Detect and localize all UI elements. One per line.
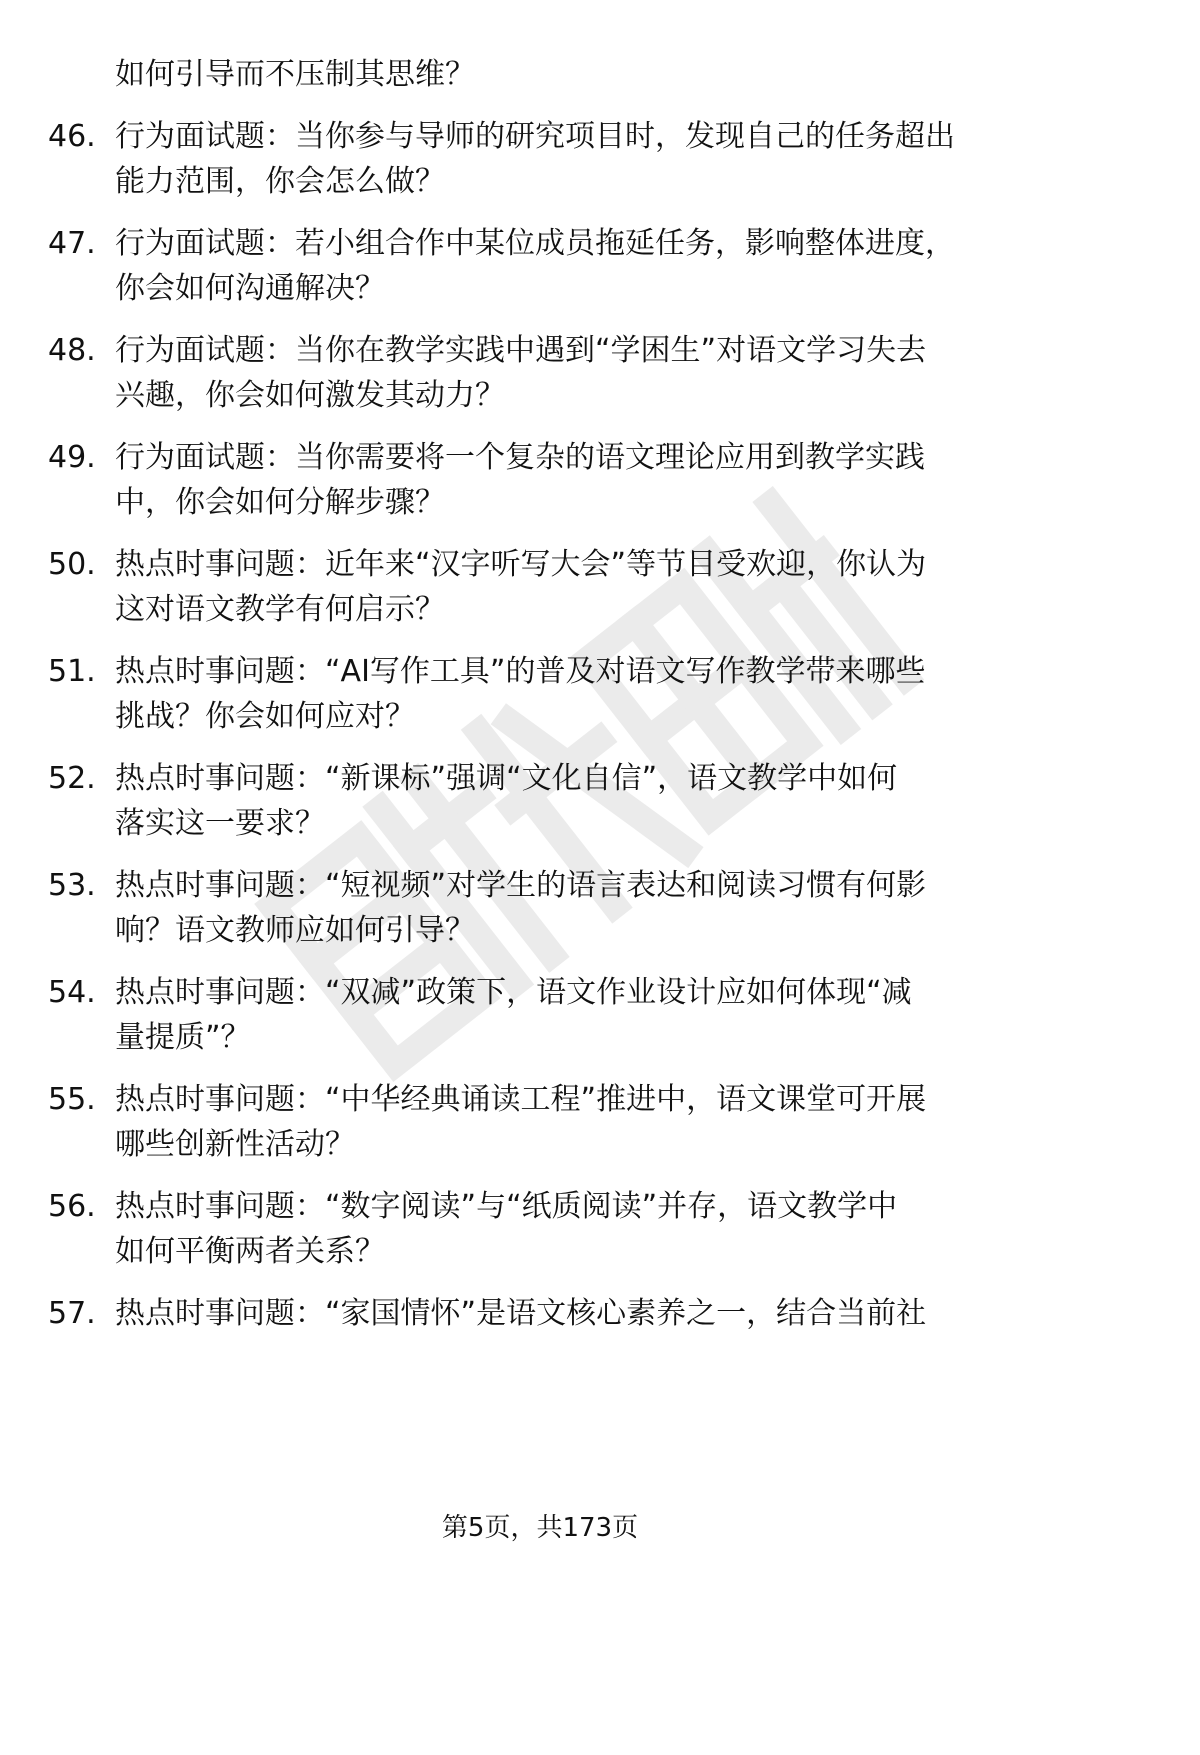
item-text	[115, 542, 1038, 632]
item-text-line: 兴趣，你会如何激发其动力？	[115, 378, 505, 413]
list-item-49	[48, 435, 1038, 525]
item-text	[115, 1184, 1038, 1274]
list-item-56	[48, 1184, 1038, 1274]
item-text	[115, 221, 1038, 311]
item-number: 50.	[48, 547, 96, 582]
item-number: 49.	[48, 440, 96, 475]
continuation-line: 如何引导而不压制其思维？	[115, 57, 475, 92]
list-item-47	[48, 221, 1038, 311]
item-text-line: 行为面试题：当你参与导师的研究项目时，发现自己的任务超出	[115, 119, 955, 154]
item-text-line: 热点时事问题：“AI写作工具”的普及对语文写作教学带来哪些	[115, 654, 926, 689]
list-item-52	[48, 756, 1038, 846]
list-item-48	[48, 328, 1038, 418]
item-number: 47.	[48, 226, 96, 261]
item-text-line: 热点时事问题：“数字阅读”与“纸质阅读”并存，语文教学中	[115, 1189, 898, 1224]
list-item-46	[48, 114, 1038, 204]
item-text-line: 热点时事问题：“新课标”强调“文化自信”，语文教学中如何	[115, 761, 898, 796]
item-text-line: 行为面试题：若小组合作中某位成员拖延任务，影响整体进度，	[115, 226, 955, 261]
item-text	[115, 649, 1038, 739]
item-text	[115, 328, 1038, 418]
item-text	[115, 435, 1038, 525]
item-text-line: 落实这一要求？	[115, 806, 325, 841]
page-number-footer: 第5页，共173页	[441, 1513, 639, 1543]
item-text-line: 这对语文教学有何启示？	[115, 592, 445, 627]
item-text-line: 热点时事问题：“中华经典诵读工程”推进中，语文课堂可开展	[115, 1082, 927, 1117]
item-text-line: 量提质”？	[115, 1020, 251, 1055]
item-text-line: 热点时事问题：“双减”政策下，语文作业设计应如何体现“减	[115, 975, 912, 1010]
item-number: 54.	[48, 975, 96, 1010]
list-item-51	[48, 649, 1038, 739]
item-number: 52.	[48, 761, 96, 796]
list-item-54	[48, 970, 1038, 1060]
item-text	[115, 1291, 1038, 1336]
item-text-line: 行为面试题：当你在教学实践中遇到“学困生”对语文学习失去	[115, 333, 927, 368]
item-text-line: 能力范围，你会怎么做？	[115, 164, 445, 199]
list-item-55	[48, 1077, 1038, 1167]
item-number: 51.	[48, 654, 96, 689]
item-number: 57.	[48, 1296, 96, 1331]
list-item-57	[48, 1291, 1038, 1336]
item-text	[115, 863, 1038, 953]
item-number: 53.	[48, 868, 96, 903]
item-text	[115, 970, 1038, 1060]
item-number: 55.	[48, 1082, 96, 1117]
item-text	[115, 756, 1038, 846]
item-text-line: 挑战？你会如何应对？	[115, 699, 415, 734]
item-number: 46.	[48, 119, 96, 154]
item-number: 48.	[48, 333, 96, 368]
item-text	[115, 1077, 1038, 1167]
list-item-53	[48, 863, 1038, 953]
question-list	[48, 52, 1038, 1353]
item-text-line: 响？语文教师应如何引导？	[115, 913, 475, 948]
item-text-line: 中，你会如何分解步骤？	[115, 485, 445, 520]
item-text-line: 热点时事问题：近年来“汉字听写大会”等节目受欢迎，你认为	[115, 547, 927, 582]
item-text	[115, 114, 1038, 204]
item-text-line: 哪些创新性活动？	[115, 1127, 355, 1162]
item-text-line: 如何平衡两者关系？	[115, 1234, 385, 1269]
item-text-line: 你会如何沟通解决？	[115, 271, 385, 306]
item-number: 56.	[48, 1189, 96, 1224]
item-text-line: 热点时事问题：“短视频”对学生的语言表达和阅读习惯有何影	[115, 868, 927, 903]
item-text-line: 热点时事问题：“家国情怀”是语文核心素养之一，结合当前社	[115, 1296, 927, 1331]
item-text-line: 行为面试题：当你需要将一个复杂的语文理论应用到教学实践	[115, 440, 925, 475]
list-item-50	[48, 542, 1038, 632]
